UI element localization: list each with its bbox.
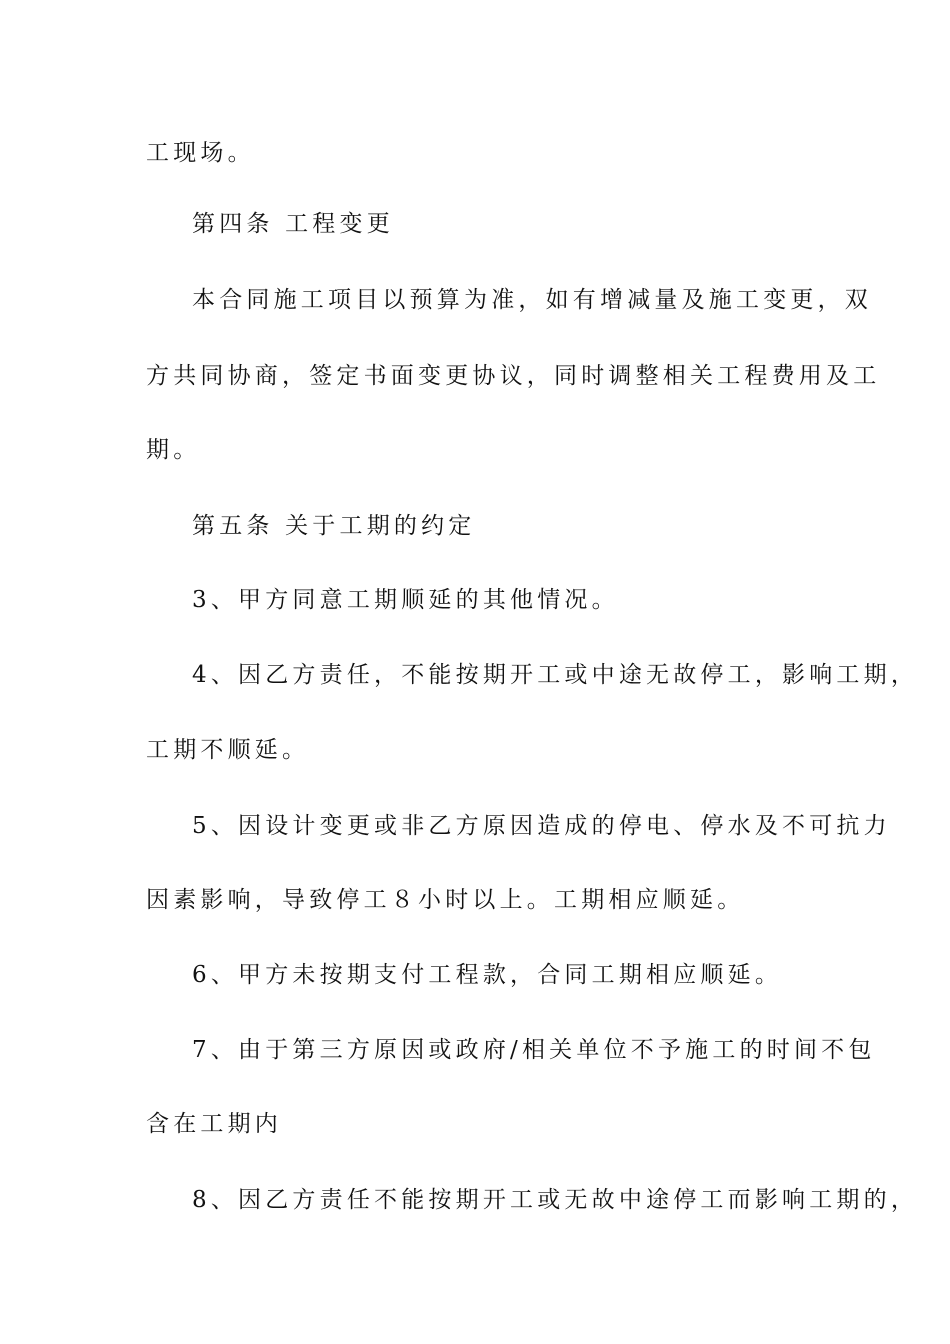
paragraph-line: 工期不顺延。 (146, 737, 310, 763)
list-item: 7、由于第三方原因或政府/相关单位不予施工的时间不包 (192, 1037, 876, 1063)
list-item: 5、因设计变更或非乙方原因造成的停电、停水及不可抗力 (192, 813, 891, 839)
paragraph-line: 因素影响，导致停工８小时以上。工期相应顺延。 (146, 887, 745, 913)
list-item: 4、因乙方责任，不能按期开工或中途无故停工，影响工期， (192, 662, 919, 688)
paragraph-line: 本合同施工项目以预算为准，如有增减量及施工变更，双 (192, 287, 872, 313)
section-heading: 第五条 关于工期的约定 (192, 513, 476, 539)
paragraph-line: 期。 (146, 437, 201, 463)
list-item: 8、因乙方责任不能按期开工或无故中途停工而影响工期的， (192, 1187, 919, 1213)
paragraph-line: 工现场。 (146, 140, 255, 166)
list-item: 3、甲方同意工期顺延的其他情况。 (192, 587, 619, 613)
list-item: 6、甲方未按期支付工程款，合同工期相应顺延。 (192, 962, 783, 988)
paragraph-line: 方共同协商，签定书面变更协议，同时调整相关工程费用及工 (146, 363, 881, 389)
section-heading: 第四条 工程变更 (192, 211, 394, 237)
paragraph-line: 含在工期内 (146, 1111, 282, 1137)
